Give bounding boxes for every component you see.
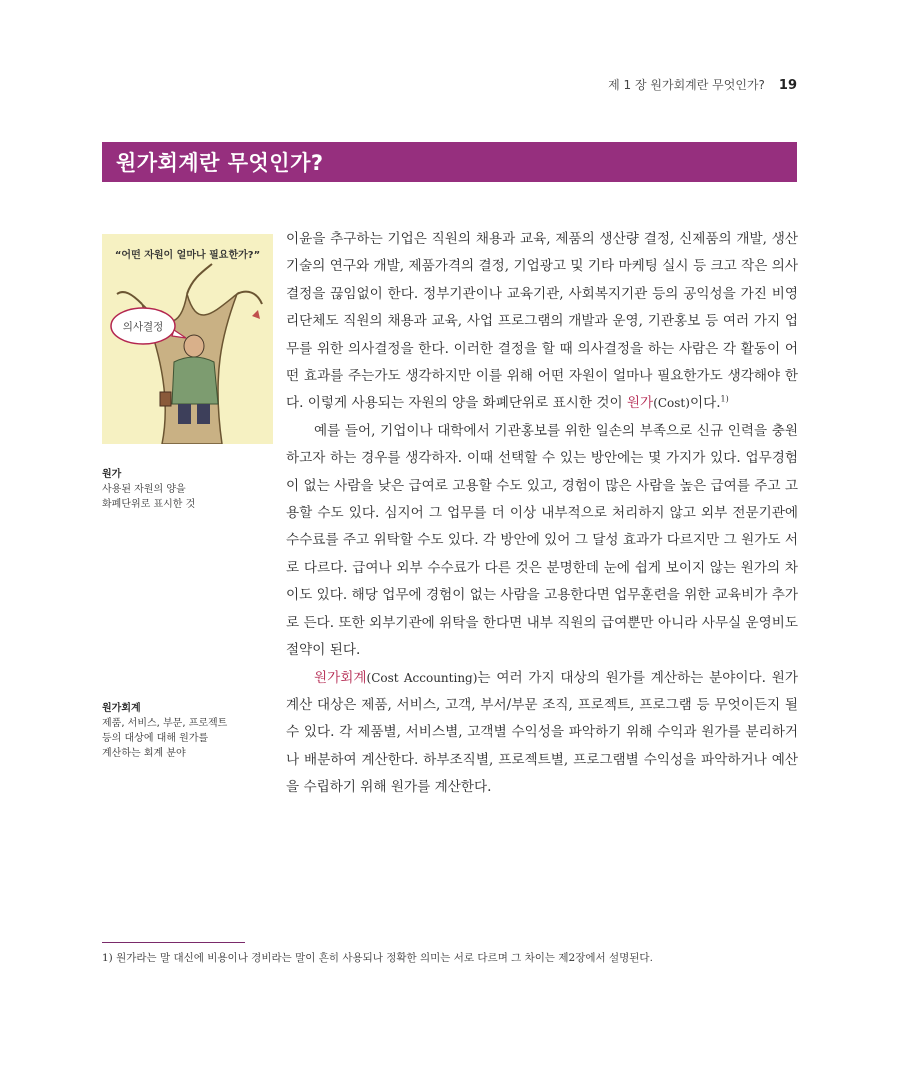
term-cost-accounting: 원가회계	[314, 669, 367, 686]
chapter-title: 제 1 장 원가회계란 무엇인가?	[608, 78, 765, 92]
paragraph-text: 이윤을 추구하는 기업은 직원의 채용과 교육, 제품의 생산량 결정, 신제품의 개발, 생산기술의 연구와 개발, 제품가격의 결정, 기업광고 및 기타 마케팅 실시 등 크고 작은 의사결정을 끊임없이 한다. 정부기관이나 교육기관, 사회복지기관 등의 공익성을 가진 비영리단체도 직원의 채용과 교육, 사업 프로그램의 개발과 운영, 기관홍보 등 여러 가지 업무를 위한 의사결정을 한다. 이러한 결정을 할 때 의사결정을 하는 사람은 각 활동이 어떤 효과를 주는가도 생각하지만 이를 위해 어떤 자원이 얼마나 필요한가도 생각해야 한다. 이렇게 사용되는 자원의 양을 화폐단위로 표시한 것이	[286, 231, 798, 412]
sidebar-definition-cost-accounting	[102, 701, 267, 761]
paragraph-3	[286, 665, 798, 802]
section-title: 원가회계란 무엇인가?	[116, 151, 324, 175]
term-cost-accounting-english: (Cost Accounting)	[366, 670, 478, 685]
term-cost: 원가	[626, 395, 654, 412]
sidebar-definition-line: 계산하는 회계 분야	[102, 748, 186, 759]
page-number: 19	[778, 78, 797, 93]
sidebar-definition-line: 화폐단위로 표시한 것	[102, 499, 196, 510]
illustration-caption: “어떤 자원이 얼마나 필요한가?”	[114, 250, 261, 261]
body-text	[286, 226, 798, 802]
sidebar-definition-line: 사용된 자원의 양을	[102, 484, 186, 495]
footnote: 1) 원가라는 말 대신에 비용이나 경비라는 말이 흔히 사용되나 정확한 의미는 서로 다르며 그 차이는 제2장에서 설명된다.	[102, 952, 653, 964]
running-head	[608, 76, 797, 93]
sidebar-definition-line: 제품, 서비스, 부문, 프로젝트	[102, 718, 228, 729]
person-at-crossroads-illustration	[102, 234, 273, 444]
footnote-divider	[102, 942, 245, 943]
sidebar-term: 원가회계	[102, 703, 141, 714]
paragraph-2: 예를 들어, 기업이나 대학에서 기관홍보를 위한 일손의 부족으로 신규 인력을 충원하고자 하는 경우를 생각하자. 이때 선택할 수 있는 방안에는 몇 가지가 있다. 업무경험이 없는 사람을 낮은 급여로 고용할 수도 있고, 경험이 많은 사람을 높은 급여를 주고 고용할 수도 있다. 심지어 그 업무를 더 이상 내부적으로 처리하지 않고 외부 전문기관에 수수료를 주고 위탁할 수도 있다. 각 방안에 있어 그 달성 효과가 다르지만 그 원가도 서로 다르다. 급여나 외부 수수료가 다른 것은 분명한데 눈에 쉽게 보이지 않는 원가의 차이도 있다. 해당 업무에 경험이 없는 사람을 고용한다면 업무훈련을 위한 교육비가 추가로 든다. 또한 외부기관에 위탁을 한다면 내부 직원의 급여뿐만 아니라 사무실 운영비도 절약이 된다.	[286, 422, 798, 659]
term-cost-english: (Cost)	[653, 396, 690, 411]
paragraph-text: 이다.	[689, 395, 721, 412]
sidebar-term: 원가	[102, 469, 122, 480]
footnote-marker[interactable]: 1)	[720, 394, 729, 404]
sidebar-definition-cost	[102, 467, 267, 512]
speech-bubble-text: 의사결정	[122, 321, 164, 333]
paragraph-1	[286, 226, 798, 418]
sidebar-definition-line: 등의 대상에 대해 원가를	[102, 733, 209, 744]
paragraph-text: 는 여러 가지 대상의 원가를 계산하는 분야이다. 원가계산 대상은 제품, 서비스, 고객, 부서/부문 조직, 프로젝트, 프로그램 등 무엇이든지 될 수 있다. 각 제품별, 서비스별, 고객별 수익성을 파악하기 위해 수익과 원가를 분리하거나 배분하여 계산한다. 하부조직별, 프로젝트별, 프로그램별 수익성을 파악하거나 예산을 수립하기 위해 원가를 계산한다.	[286, 669, 798, 796]
decision-illustration	[102, 234, 273, 444]
section-title-bar	[102, 142, 797, 182]
